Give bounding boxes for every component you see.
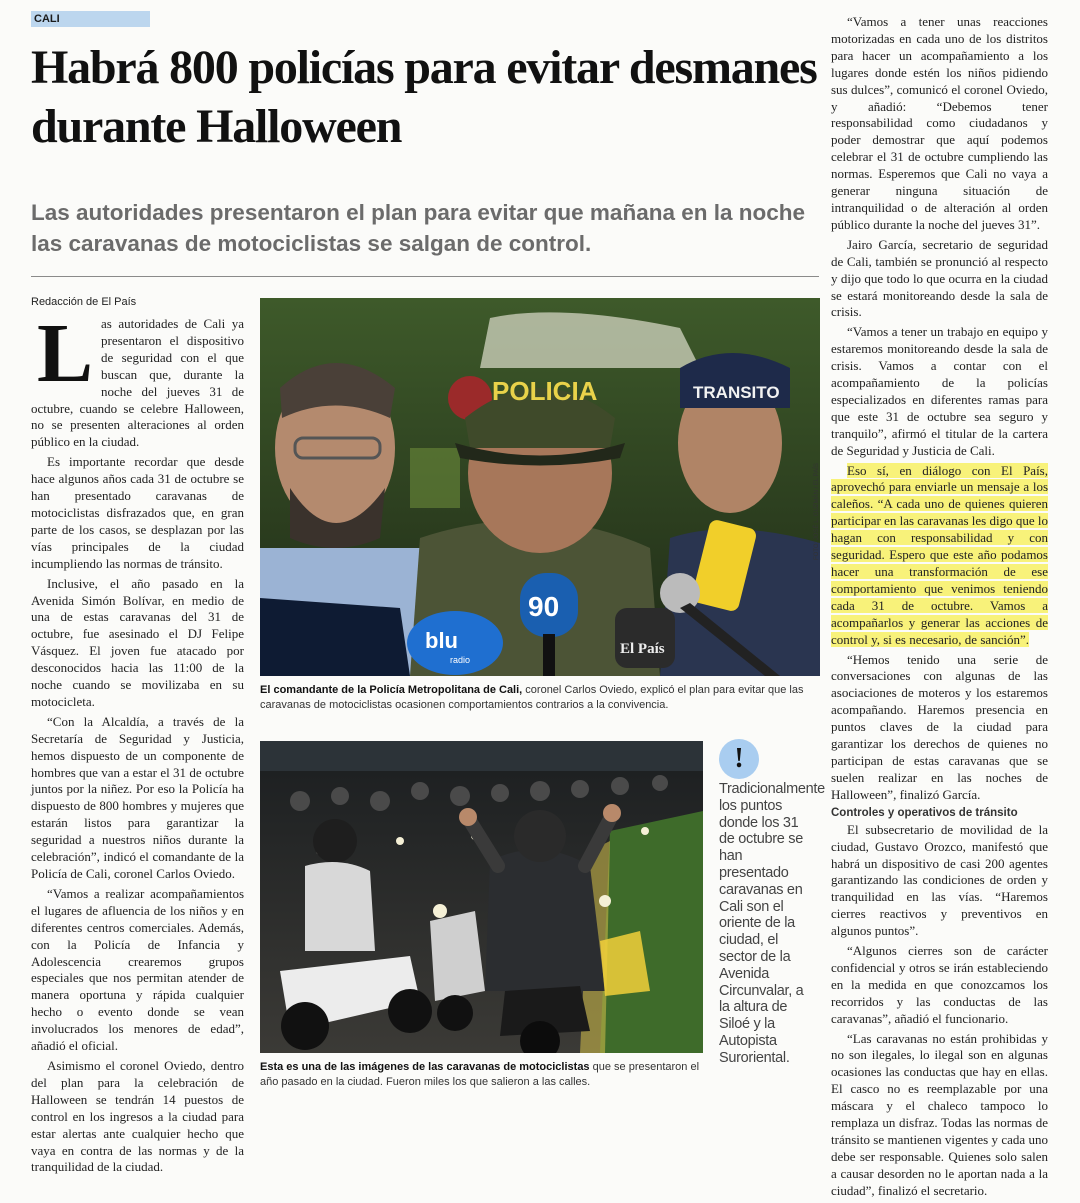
sidebar-fact: Tradicionalmente los puntos donde los 31 de octubre se han presentado caravanas en Cali son el oriente de la ciudad, el sector de la Avenida Circunvalar, a la altura de Siloé y la Autopista Suroriental. xyxy=(719,781,825,1066)
caption-bold: El comandante de la Policía Metropolitana de Cali, xyxy=(260,684,523,696)
paragraph-text: as autoridades de Cali ya presentaron el dispositivo de seguridad con el que buscan que, durante la noche del jueves 31 de octubre, cuando se celebre Halloween, no se presenten alteraciones al orden público en la ciudad. xyxy=(31,316,244,450)
photo-caption-2 xyxy=(260,1060,705,1089)
caption-bold: Esta es una de las imágenes de las caravanas de motociclistas xyxy=(260,1061,590,1073)
headline: Habrá 800 policías para evitar desmanes durante Halloween xyxy=(31,41,817,153)
paragraph: Asimismo el coronel Oviedo, dentro del plan para la celebración de Halloween se tendrán 14 puestos de control en los ingresos a la ciudad para estar alertas ante cualquier hecho que vaya en contra de las normas y de la tranquilidad de la ciudad. xyxy=(31,1057,244,1175)
deck-subtitle: Las autoridades presentaron el plan para evitar que mañana en la noche las caravanas de motociclistas se salgan de control. xyxy=(31,200,805,256)
motorcycle-caravan-photo xyxy=(260,741,703,1053)
mic-label-90: 90 xyxy=(528,591,560,622)
caption-text: coronel Carlos Oviedo, explicó el plan para evitar que las caravanas de motociclistas ocasionen comportamientos contrarios a la convivencia. xyxy=(260,684,804,711)
caption-text: que se presentaron el año pasado en la ciudad. Fueron miles los que salieron a las calles. xyxy=(260,1061,700,1088)
exclamation-glyph: ! xyxy=(734,743,744,774)
paragraph: “Vamos a tener un trabajo en equipo y estaremos monitoreando desde la sala de crisis. Vamos a contar con el acompañamiento de la policías especializados en diferentes ramas para que este 31 de octubre sea seguro y tranquilo”, afirmó el titular de la cartera de Seguridad y Justicia de Cali. xyxy=(831,324,1048,458)
divider-rule xyxy=(31,276,819,277)
press-conference-illustration xyxy=(260,298,820,676)
cap-label-policia: POLICIA xyxy=(492,376,598,406)
cap-label-transito: TRANSITO xyxy=(693,383,780,402)
paragraph xyxy=(831,463,1048,649)
section-tag: CALI xyxy=(31,11,150,27)
mic-label-elpais: El País xyxy=(620,641,665,657)
paragraph: “Vamos a tener unas reacciones motorizadas en cada uno de los distritos para hacer un acompañamiento a los lugares donde estén los niños pidiendo sus dulces”, comunicó el coronel Oviedo, y añadió: “Debemos tener responsabilidad como ciudadanos y poder demostrar que aquí podemos celebrar el 31 de octubre cumpliendo las normas. Esperemos que Cali no vaya a generar ninguna situación de intranquilidad o de alteración al orden público durante la noche del jueves 31”. xyxy=(831,14,1048,232)
paragraph: “Vamos a realizar acompañamientos el lugares de afluencia de los niños y en diferentes centros comerciales. Además, con la Policía de Infancia y Adolescencia crearemos grupos especiales que nos permitan atender de manera oportuna y rápida cualquier hecho o evento donde se vean involucrados los menores de edad”, añadió el oficial. xyxy=(31,885,244,1054)
photo-credit: FOTO: JOSÉ L. GUZMÁN / EL PAÍS xyxy=(814,463,820,560)
paragraph xyxy=(31,307,244,451)
article-column-left xyxy=(31,307,244,1179)
drop-cap: L xyxy=(37,307,94,400)
caravan-illustration xyxy=(260,741,703,1053)
subheading: Controles y operativos de tránsito xyxy=(831,806,1018,819)
highlighted-quote: Eso sí, en diálogo con El País, aprovechó para enviarle un mensaje a los caleños. “A cada uno de quienes quieren participar en las caravanas les digo que lo hagan con responsabilidad y con seguridad. Espero que este año podamos hacer una transformación de ese comportamiento que venimos teniendo cada 31 de octubre. Vamos a acompañarlos y generar las acciones de control y, si es necesario, de sanción”. xyxy=(831,462,1048,647)
paragraph: “Con la Alcaldía, a través de la Secretaría de Seguridad y Justicia, hemos dispuesto de un componente de hombres que van a estar el 31 de octubre juntos por la niñez. Por eso la Policía ha dispuesto de 800 hombres y mujeres que estarán listos para garantizar la seguridad a nuestros niños durante la celebración”, indicó el comandante de la Policía de Cali, coronel Carlos Oviedo. xyxy=(31,713,244,881)
photo-caption-1 xyxy=(260,683,820,712)
article-column-right xyxy=(831,14,1048,1203)
exclamation-icon xyxy=(719,739,759,779)
paragraph: El subsecretario de movilidad de la ciudad, Gustavo Orozco, manifestó que habrá un dispositivo de casi 200 agentes garantizando las condiciones de orden y tranquilidad en las vías. “Haremos cierres reactivos y preventivos en algunos puntos”. xyxy=(831,821,1048,939)
paragraph: Es importante recordar que desde hace algunos años cada 31 de octubre se han presentado caravanas de motociclistas disfrazados que, en gran parte de los casos, se desplazan por las vías principales de la ciudad incumpliendo las normas de tránsito. xyxy=(31,454,244,571)
mic-label-radio: radio xyxy=(450,655,471,665)
byline: Redacción de El País xyxy=(31,296,137,308)
paragraph: Jairo García, secretario de seguridad de Cali, también se pronunció al respecto y dijo que todo lo que ocurra en la ciudad se estará monitoreando desde la sala de crisis. xyxy=(831,236,1048,320)
mic-label-blu: blu xyxy=(425,628,458,653)
press-conference-photo xyxy=(260,298,820,676)
paragraph: “Las caravanas no están prohibidas y no son ilegales, lo ilegal son en algunas ocasiones las conductas que hay en ellas. El casco no es reemplazable por una máscara y el chaleco tampoco lo remplaza un disfraz. Todas las normas de tránsito se mantienen vigentes y cada uno debe ser responsable. Quienes solo salen a causar desorden no le aportan nada a la ciudad”, finalizó el secretario. xyxy=(831,1030,1048,1198)
paragraph: “Hemos tenido una serie de conversaciones con algunas de las asociaciones de moteros y los estaremos acompañando. Haremos presencia en puntos claves de la ciudad para garantizar los derechos de quienes no participan de estas caravanas que se suelen realizar en las noches de Halloween”, finalizó García. xyxy=(831,651,1048,802)
paragraph: “Algunos cierres son de carácter confidencial y otros se irán estableciendo en la medida en que conozcamos los recorridos y las conductas de las caravanas”, añadió el funcionario. xyxy=(831,943,1048,1026)
paragraph: Inclusive, el año pasado en la Avenida Simón Bolívar, en medio de una de estas caravanas del 31 de octubre, fue asesinado el DJ Felipe Vásquez. El joven fue atacado por desconocidos hacia las 11:00 de la noche cuando se movilizaba en su motocicleta. xyxy=(31,575,244,709)
